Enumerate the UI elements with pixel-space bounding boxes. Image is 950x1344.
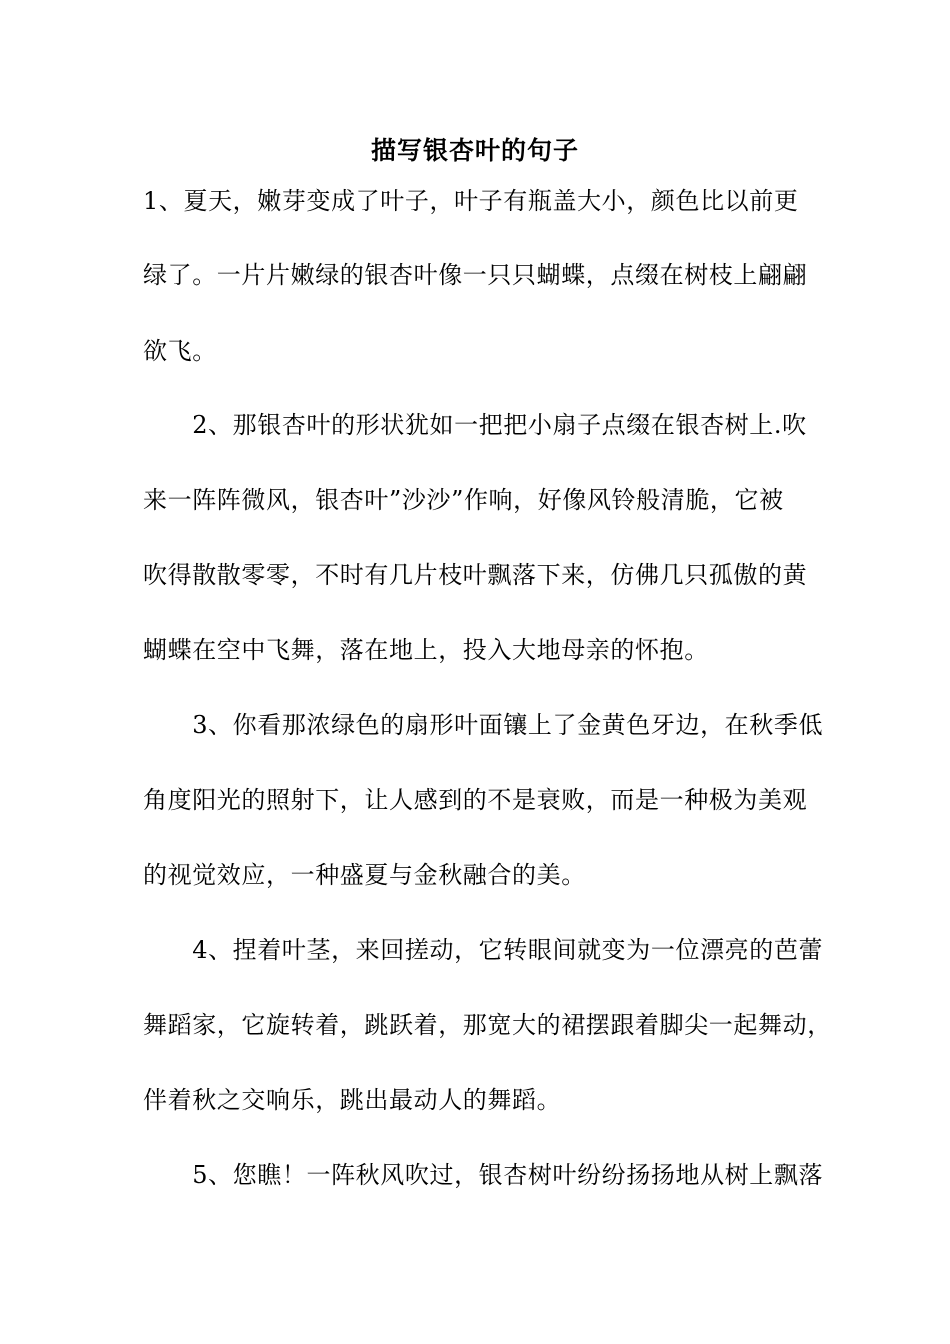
text-line: 角度阳光的照射下，让人感到的不是衰败，而是一种极为美观 bbox=[143, 786, 808, 814]
text-line: 欲飞。 bbox=[143, 337, 217, 365]
text-line: 舞蹈家，它旋转着，跳跃着，那宽大的裙摆跟着脚尖一起舞动， bbox=[143, 1011, 832, 1039]
text-line: 蝴蝶在空中飞舞，落在地上，投入大地母亲的怀抱。 bbox=[143, 636, 709, 664]
text-line: 伴着秋之交响乐，跳出最动人的舞蹈。 bbox=[143, 1086, 562, 1114]
text-line: 吹得散散零零，不时有几片枝叶飘落下来，仿佛几只孤傲的黄 bbox=[143, 561, 808, 589]
text-line: 2、那银杏叶的形状犹如一把把小扇子点缀在银杏树上.吹 bbox=[143, 411, 807, 439]
text-line: 5、您瞧！一阵秋风吹过，银杏树叶纷纷扬扬地从树上飘落 bbox=[143, 1161, 824, 1189]
text-line: 3、你看那浓绿色的扇形叶面镶上了金黄色牙边，在秋季低 bbox=[143, 711, 824, 739]
text-line: 4、捏着叶茎，来回搓动，它转眼间就变为一位漂亮的芭蕾 bbox=[143, 936, 824, 964]
text-line: 来一阵阵微风，银杏叶”沙沙”作响，好像风铃般清脆，它被 bbox=[143, 486, 784, 514]
text-line: 1、夏天，嫩芽变成了叶子，叶子有瓶盖大小，颜色比以前更 bbox=[143, 187, 799, 215]
document-title: 描写银杏叶的句子 bbox=[370, 136, 579, 165]
text-line: 的视觉效应，一种盛夏与金秋融合的美。 bbox=[143, 861, 586, 889]
text-line: 绿了。一片片嫩绿的银杏叶像一只只蝴蝶，点缀在树枝上翩翩 bbox=[143, 261, 808, 289]
